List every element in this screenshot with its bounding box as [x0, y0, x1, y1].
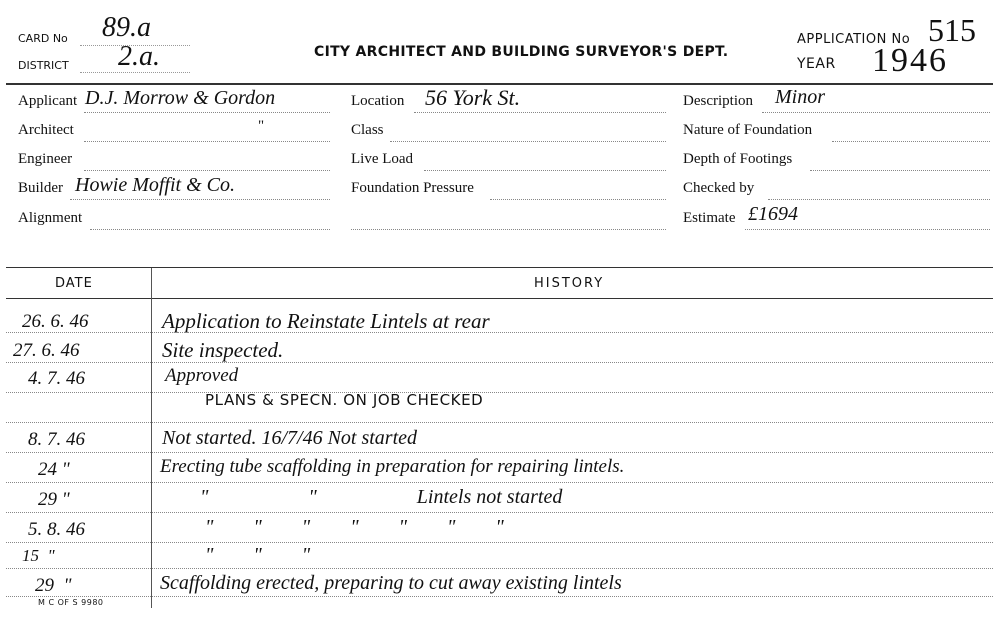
row-date: 24 "	[38, 459, 70, 480]
dept-title: CITY ARCHITECT AND BUILDING SURVEYOR'S DEPT.	[314, 44, 729, 60]
class-label: Class	[351, 122, 384, 138]
row-history: Approved	[165, 365, 239, 386]
row-date: 5. 8. 46	[28, 519, 85, 540]
location-label: Location	[351, 93, 405, 109]
row-history: " " " " " " "	[205, 516, 504, 538]
row-history: Not started. 16/7/46 Not started	[162, 427, 418, 449]
alignment-label: Alignment	[18, 210, 83, 226]
architect-label: Architect	[18, 122, 74, 138]
builder-label: Builder	[18, 180, 63, 196]
history-column-header: HISTORY	[534, 276, 605, 291]
depth-of-footings-label: Depth of Footings	[683, 151, 793, 167]
application-number: 515	[928, 12, 976, 48]
district-label: DISTRICT	[18, 59, 69, 72]
applicant-value: D.J. Morrow & Gordon	[85, 87, 276, 109]
description-value: Minor	[775, 86, 825, 108]
foundation-pressure-label: Foundation Pressure	[351, 180, 474, 196]
location-value: 56 York St.	[425, 85, 521, 110]
row-history: Erecting tube scaffolding in preparation for repairing lintels.	[160, 456, 625, 477]
architect-value: "	[258, 118, 265, 134]
application-label: APPLICATION No	[797, 32, 911, 47]
row-history: Site inspected.	[162, 338, 284, 362]
checked-by-label: Checked by	[683, 180, 755, 196]
estimate-value: £1694	[748, 203, 798, 225]
form-code: M C OF S 9980	[38, 598, 104, 607]
description-label: Description	[683, 93, 753, 109]
year-value: 1946	[872, 42, 948, 79]
engineer-label: Engineer	[18, 151, 73, 167]
district-value: 2.a.	[118, 41, 160, 72]
live-load-label: Live Load	[351, 151, 414, 167]
row-history: " " Lintels not started	[200, 486, 563, 508]
row-date: 4. 7. 46	[28, 368, 85, 389]
estimate-label: Estimate	[683, 210, 736, 226]
year-label: YEAR	[797, 56, 836, 72]
row-history: Scaffolding erected, preparing to cut away existing lintels	[160, 572, 622, 594]
row-date: 27. 6. 46	[13, 340, 80, 361]
card-no-label: CARD No	[18, 32, 68, 45]
card-no-value: 89.a	[102, 12, 151, 43]
builder-value: Howie Moffit & Co.	[75, 174, 235, 196]
row-date: 8. 7. 46	[28, 429, 85, 450]
row-history: " " "	[205, 544, 311, 566]
column-divider	[151, 268, 152, 608]
row-date: 29 "	[38, 489, 70, 510]
row-date: 29 "	[35, 575, 72, 596]
nature-of-foundation-label: Nature of Foundation	[683, 122, 813, 138]
row-history-stamp: PLANS & SPECN. ON JOB CHECKED	[205, 391, 484, 409]
row-date: 26. 6. 46	[22, 311, 89, 332]
row-date: 15 "	[22, 546, 55, 565]
applicant-label: Applicant	[18, 93, 78, 109]
row-history: Application to Reinstate Lintels at rear	[162, 309, 490, 333]
date-column-header: DATE	[55, 276, 93, 291]
